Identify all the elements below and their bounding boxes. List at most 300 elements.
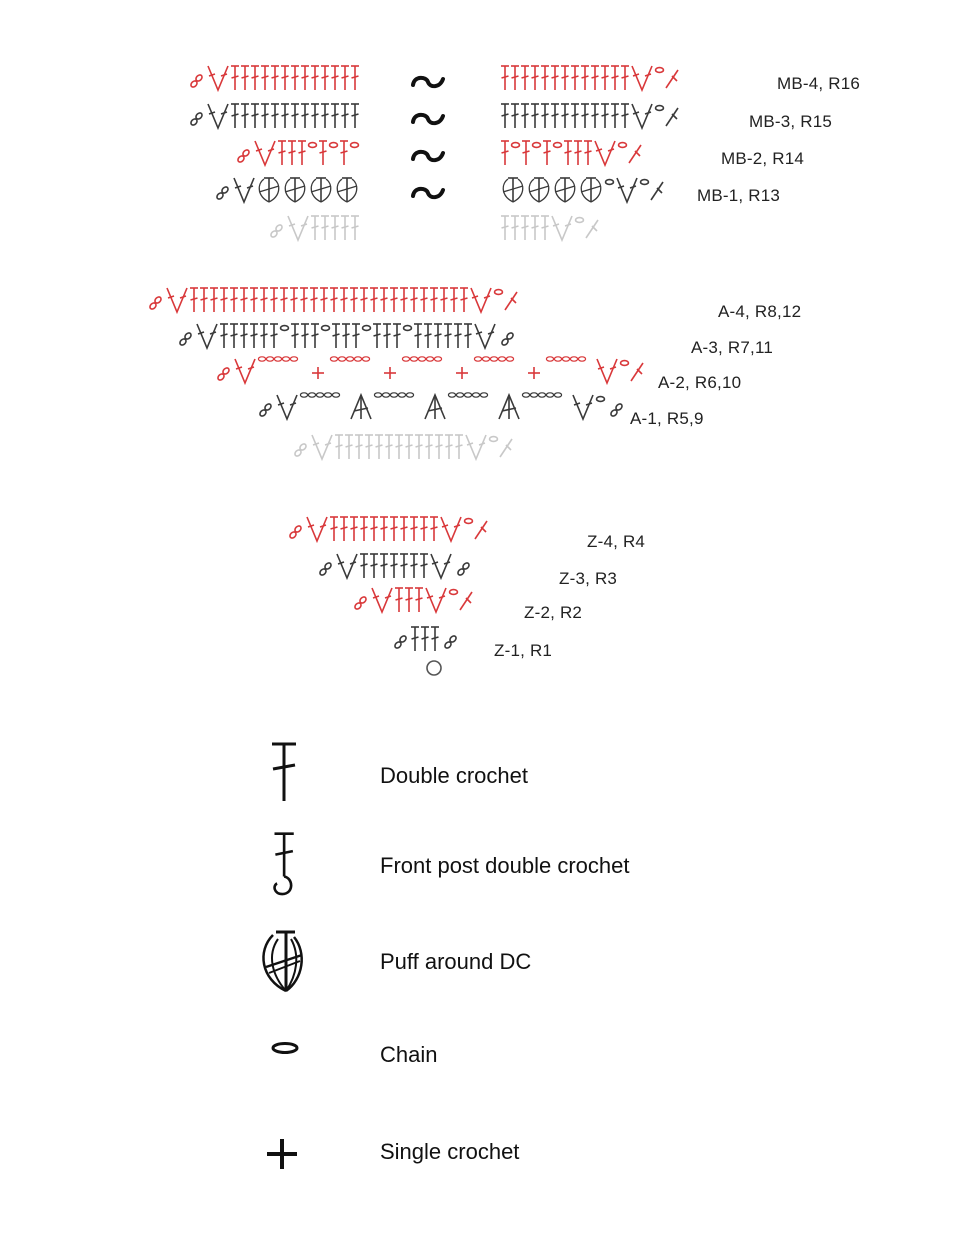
- double-crochet-stitch: [331, 104, 339, 128]
- double-crochet-stitch: [414, 324, 422, 348]
- double-crochet-stitch: [400, 517, 408, 541]
- row-label-z3: Z-3, R3: [559, 569, 618, 588]
- double-crochet-stitch: [420, 554, 428, 578]
- slip-knot-stitch: [501, 332, 514, 346]
- double-crochet-stitch: [405, 435, 413, 459]
- double-crochet-stitch: [621, 66, 629, 90]
- double-crochet-stitch: [341, 216, 349, 240]
- double-crochet-stitch: [331, 216, 339, 240]
- fpdc-icon: [413, 115, 443, 123]
- double-crochet-stitch: [220, 288, 228, 312]
- double-crochet-stitch: [290, 288, 298, 312]
- double-crochet-stitch: [531, 216, 539, 240]
- turning-chain-stitch: [500, 439, 512, 457]
- double-crochet-stitch: [591, 104, 599, 128]
- increase-stitch: [441, 517, 461, 541]
- double-crochet-stitch: [250, 324, 258, 348]
- puff-stitch-icon: [245, 927, 325, 997]
- increase-stitch: [208, 104, 228, 128]
- double-crochet-stitch: [351, 104, 359, 128]
- double-crochet-stitch: [231, 104, 239, 128]
- double-crochet-stitch: [341, 66, 349, 90]
- double-crochet-stitch: [301, 66, 309, 90]
- row-label-a1: A-1, R5,9: [630, 409, 704, 428]
- double-crochet-stitch: [321, 104, 329, 128]
- double-crochet-stitch: [241, 104, 249, 128]
- slip-knot-stitch: [319, 562, 332, 576]
- double-crochet-stitch: [410, 517, 418, 541]
- legend-item-front-post-double-crochet: [0, 831, 970, 901]
- double-crochet-stitch: [390, 554, 398, 578]
- double-crochet-stitch: [230, 288, 238, 312]
- double-crochet-stitch: [291, 104, 299, 128]
- magic-ring-icon: [427, 661, 441, 675]
- mb-row-right-1: [501, 66, 678, 90]
- single-crochet-stitch: [312, 367, 324, 379]
- double-crochet-stitch: [330, 288, 338, 312]
- double-crochet-stitch: [405, 588, 413, 612]
- chain-stitch: [490, 437, 498, 442]
- double-crochet-stitch: [291, 66, 299, 90]
- chain-five: [258, 357, 297, 361]
- double-crochet-stitch: [350, 288, 358, 312]
- double-crochet-stitch: [574, 141, 582, 165]
- increase-stitch: [337, 554, 357, 578]
- double-crochet-stitch: [240, 324, 248, 348]
- double-crochet-stitch: [351, 216, 359, 240]
- double-crochet-stitch: [281, 66, 289, 90]
- double-crochet-stitch: [311, 104, 319, 128]
- a-row-2: [179, 324, 514, 348]
- slip-knot-stitch: [354, 596, 367, 610]
- slip-knot-stitch: [179, 332, 192, 346]
- chain-five: [522, 393, 561, 397]
- increase-stitch: [617, 178, 637, 202]
- puff-stitch: [285, 178, 305, 202]
- double-crochet-stitch: [332, 324, 340, 348]
- double-crochet-stitch: [278, 141, 286, 165]
- chain-stitch: [363, 326, 371, 331]
- chain-stitch: [576, 218, 584, 223]
- double-crochet-stitch: [288, 141, 296, 165]
- chain-stitch: [322, 326, 330, 331]
- row-label-z2: Z-2, R2: [524, 603, 583, 622]
- double-crochet-stitch: [460, 288, 468, 312]
- fpdc-icon: [413, 78, 443, 86]
- double-crochet-stitch: [360, 288, 368, 312]
- double-crochet-stitch: [531, 104, 539, 128]
- double-crochet-stitch: [380, 288, 388, 312]
- double-crochet-stitch: [311, 66, 319, 90]
- double-crochet-stitch: [380, 517, 388, 541]
- double-crochet-stitch: [415, 588, 423, 612]
- turning-chain-stitch: [666, 70, 678, 88]
- turning-chain-stitch: [475, 521, 487, 539]
- turning-chain-stitch: [631, 363, 643, 381]
- double-crochet-stitch: [601, 66, 609, 90]
- double-crochet-stitch: [383, 324, 391, 348]
- chain-five: [300, 393, 339, 397]
- double-crochet-stitch: [541, 104, 549, 128]
- mb-row-left-3: [237, 141, 359, 165]
- a-row-1: [149, 288, 517, 312]
- chain-five: [330, 357, 369, 361]
- a-row-3: [217, 357, 643, 383]
- double-crochet-stitch: [424, 324, 432, 348]
- double-crochet-stitch: [430, 288, 438, 312]
- chain-five: [546, 357, 585, 361]
- double-crochet-stitch: [311, 324, 319, 348]
- chain-five: [448, 393, 487, 397]
- chain-stitch: [465, 519, 473, 524]
- double-crochet-stitch: [370, 554, 378, 578]
- double-crochet-stitch: [393, 324, 401, 348]
- legend-label-puff-around-dc: Puff around DC: [380, 949, 532, 974]
- legend-label-double-crochet: Double crochet: [380, 763, 528, 788]
- double-crochet-stitch: [240, 288, 248, 312]
- double-crochet-stitch: [280, 288, 288, 312]
- slip-knot-stitch: [289, 525, 302, 539]
- puff-stitch: [311, 178, 331, 202]
- mb-row-left-2: [190, 104, 359, 128]
- mb-row-left-1: [190, 66, 359, 90]
- double-crochet-stitch: [355, 435, 363, 459]
- mb-row-right-3: [501, 141, 641, 165]
- increase-stitch: [573, 395, 593, 419]
- double-crochet-stitch: [230, 324, 238, 348]
- increase-stitch: [426, 588, 446, 612]
- increase-stitch: [632, 104, 652, 128]
- increase-stitch: [466, 435, 486, 459]
- double-crochet-stitch: [415, 435, 423, 459]
- chain-stitch: [281, 326, 289, 331]
- increase-stitch: [471, 288, 491, 312]
- double-crochet-stitch: [351, 66, 359, 90]
- increase-stitch: [197, 324, 217, 348]
- chain-stitch: [351, 143, 359, 148]
- double-crochet-stitch: [395, 588, 403, 612]
- legend-label-front-post-double-crochet: Front post double crochet: [380, 853, 630, 878]
- double-crochet-stitch: [220, 324, 228, 348]
- double-crochet-stitch: [321, 66, 329, 90]
- double-crochet-stitch: [400, 554, 408, 578]
- front-post-double-crochet-icon: [245, 831, 325, 901]
- double-crochet-stitch: [352, 324, 360, 348]
- double-crochet-stitch: [270, 288, 278, 312]
- chain-five: [374, 393, 413, 397]
- double-crochet-stitch: [531, 66, 539, 90]
- chain-stitch: [404, 326, 412, 331]
- chain-stitch: [450, 590, 458, 595]
- chain-stitch: [330, 143, 338, 148]
- double-crochet-stitch: [543, 141, 551, 165]
- turning-chain-stitch: [666, 108, 678, 126]
- double-crochet-stitch: [231, 66, 239, 90]
- double-crochet-stitch: [395, 435, 403, 459]
- chain-stitch: [656, 106, 664, 111]
- puff-stitch: [529, 178, 549, 202]
- double-crochet-stitch: [301, 104, 309, 128]
- double-crochet-stitch: [611, 104, 619, 128]
- double-crochet-stitch: [200, 288, 208, 312]
- fpdc-column: [413, 78, 443, 197]
- double-crochet-stitch: [444, 324, 452, 348]
- double-crochet-stitch: [521, 104, 529, 128]
- double-crochet-stitch: [260, 324, 268, 348]
- double-crochet-stitch: [298, 141, 306, 165]
- row-label-a3: A-3, R7,11: [691, 338, 774, 357]
- mb-row-right-2: [501, 104, 678, 128]
- double-crochet-stitch: [561, 66, 569, 90]
- puff-stitch: [259, 178, 279, 202]
- turning-chain-stitch: [460, 592, 472, 610]
- puff-stitch: [581, 178, 601, 202]
- slip-knot-stitch: [190, 112, 203, 126]
- double-crochet-stitch: [375, 435, 383, 459]
- puff-stitch: [337, 178, 357, 202]
- double-crochet-stitch: [581, 104, 589, 128]
- double-crochet-stitch: [425, 435, 433, 459]
- single-crochet-icon: [245, 1117, 325, 1187]
- double-crochet-stitch: [380, 554, 388, 578]
- double-crochet-stitch: [501, 216, 509, 240]
- double-crochet-stitch: [342, 324, 350, 348]
- double-crochet-stitch: [584, 141, 592, 165]
- puff-stitch: [555, 178, 575, 202]
- double-crochet-stitch: [271, 66, 279, 90]
- chain-stitch: [512, 143, 520, 148]
- double-crochet-stitch: [281, 104, 289, 128]
- double-crochet-stitch: [434, 324, 442, 348]
- chain-stitch: [533, 143, 541, 148]
- double-crochet-stitch: [390, 288, 398, 312]
- double-crochet-stitch: [521, 216, 529, 240]
- double-crochet-stitch: [311, 216, 319, 240]
- double-crochet-stitch: [601, 104, 609, 128]
- double-crochet-stitch: [321, 216, 329, 240]
- chain-stitch: [597, 397, 605, 402]
- double-crochet-stitch: [464, 324, 472, 348]
- slip-knot-stitch: [259, 403, 272, 417]
- double-crochet-stitch: [501, 141, 509, 165]
- slip-knot-stitch: [294, 443, 307, 457]
- increase-stitch: [372, 588, 392, 612]
- row-label-a4: A-4, R8,12: [718, 302, 802, 321]
- double-crochet-stitch: [511, 66, 519, 90]
- single-crochet-stitch: [384, 367, 396, 379]
- decrease-stitch: [351, 395, 371, 419]
- double-crochet-stitch: [420, 288, 428, 312]
- double-crochet-stitch: [300, 288, 308, 312]
- double-crochet-stitch: [400, 288, 408, 312]
- chain-stitch: [554, 143, 562, 148]
- double-crochet-stitch: [350, 517, 358, 541]
- chain-icon: [245, 1020, 325, 1090]
- double-crochet-stitch: [210, 288, 218, 312]
- increase-stitch: [255, 141, 275, 165]
- double-crochet-stitch: [341, 104, 349, 128]
- double-crochet-stitch: [360, 517, 368, 541]
- mb-row-right-4: [503, 178, 663, 202]
- double-crochet-stitch: [611, 66, 619, 90]
- double-crochet-stitch: [440, 288, 448, 312]
- decrease-stitch: [499, 395, 519, 419]
- row-label-z1: Z-1, R1: [494, 641, 553, 660]
- increase-stitch: [312, 435, 332, 459]
- slip-knot-stitch: [217, 367, 230, 381]
- double-crochet-stitch: [373, 324, 381, 348]
- double-crochet-stitch: [621, 104, 629, 128]
- double-crochet-stitch: [501, 66, 509, 90]
- double-crochet-stitch: [454, 324, 462, 348]
- increase-stitch: [234, 178, 254, 202]
- chain-five: [402, 357, 441, 361]
- double-crochet-stitch: [261, 104, 269, 128]
- turning-chain-stitch: [651, 182, 663, 200]
- double-crochet-stitch: [370, 517, 378, 541]
- double-crochet-stitch: [455, 435, 463, 459]
- double-crochet-stitch: [291, 324, 299, 348]
- z-row-3: [354, 588, 472, 612]
- double-crochet-stitch: [551, 66, 559, 90]
- double-crochet-stitch: [251, 66, 259, 90]
- increase-stitch: [277, 395, 297, 419]
- double-crochet-stitch: [260, 288, 268, 312]
- chain-stitch: [619, 143, 627, 148]
- legend-item-puff-around-dc: [0, 927, 970, 997]
- legend-item-single-crochet: [0, 1117, 970, 1187]
- increase-stitch: [595, 141, 615, 165]
- row-label-mb3: MB-3, R15: [749, 112, 833, 131]
- row-label-mb4: MB-4, R16: [777, 74, 861, 93]
- double-crochet-stitch: [571, 66, 579, 90]
- double-crochet-stitch: [430, 517, 438, 541]
- double-crochet-stitch: [445, 435, 453, 459]
- increase-stitch: [307, 517, 327, 541]
- double-crochet-stitch: [370, 288, 378, 312]
- fpdc-icon: [413, 189, 443, 197]
- double-crochet-stitch: [335, 435, 343, 459]
- increase-stitch: [597, 359, 617, 383]
- double-crochet-stitch: [320, 288, 328, 312]
- chain-stitch: [641, 180, 649, 185]
- chain-stitch: [606, 180, 614, 185]
- increase-stitch: [167, 288, 187, 312]
- double-crochet-stitch: [385, 435, 393, 459]
- double-crochet-stitch: [271, 104, 279, 128]
- a-row-4: [259, 393, 623, 419]
- double-crochet-stitch: [561, 104, 569, 128]
- turning-chain-stitch: [586, 220, 598, 238]
- increase-stitch: [235, 359, 255, 383]
- double-crochet-icon: [245, 741, 325, 811]
- increase-stitch: [208, 66, 228, 90]
- double-crochet-stitch: [431, 627, 439, 651]
- turning-chain-stitch: [505, 292, 517, 310]
- double-crochet-stitch: [301, 324, 309, 348]
- chain-stitch: [656, 68, 664, 73]
- single-crochet-stitch: [456, 367, 468, 379]
- double-crochet-stitch: [511, 104, 519, 128]
- increase-stitch: [632, 66, 652, 90]
- double-crochet-stitch: [340, 517, 348, 541]
- double-crochet-stitch: [365, 435, 373, 459]
- double-crochet-stitch: [501, 104, 509, 128]
- double-crochet-stitch: [340, 288, 348, 312]
- double-crochet-stitch: [250, 288, 258, 312]
- turning-chain-stitch: [629, 145, 641, 163]
- chain-stitch: [309, 143, 317, 148]
- chain-five: [474, 357, 513, 361]
- mb-row-right-5: [501, 216, 598, 240]
- double-crochet-stitch: [571, 104, 579, 128]
- slip-knot-stitch: [394, 635, 407, 649]
- double-crochet-stitch: [420, 517, 428, 541]
- double-crochet-stitch: [421, 627, 429, 651]
- double-crochet-stitch: [435, 435, 443, 459]
- legend-label-single-crochet: Single crochet: [380, 1139, 520, 1164]
- slip-knot-stitch: [237, 149, 250, 163]
- double-crochet-stitch: [591, 66, 599, 90]
- legend-label-chain: Chain: [380, 1042, 438, 1067]
- row-label-a2: A-2, R6,10: [658, 373, 742, 392]
- row-label-mb1: MB-1, R13: [697, 186, 781, 205]
- slip-knot-stitch: [190, 74, 203, 88]
- fpdc-icon: [413, 152, 443, 160]
- double-crochet-stitch: [581, 66, 589, 90]
- double-crochet-stitch: [450, 288, 458, 312]
- double-crochet-stitch: [319, 141, 327, 165]
- legend-item-chain: [0, 1020, 970, 1090]
- increase-stitch: [552, 216, 572, 240]
- double-crochet-stitch: [340, 141, 348, 165]
- double-crochet-stitch: [522, 141, 530, 165]
- decrease-stitch: [425, 395, 445, 419]
- slip-knot-stitch: [444, 635, 457, 649]
- row-label-z4: Z-4, R4: [587, 532, 646, 551]
- legend-item-double-crochet: [0, 741, 970, 811]
- chain-stitch: [621, 361, 629, 366]
- z-row-4: [394, 627, 457, 651]
- double-crochet-stitch: [564, 141, 572, 165]
- double-crochet-stitch: [310, 288, 318, 312]
- slip-knot-stitch: [270, 224, 283, 238]
- slip-knot-stitch: [149, 296, 162, 310]
- double-crochet-stitch: [270, 324, 278, 348]
- double-crochet-stitch: [511, 216, 519, 240]
- mb-row-left-5: [270, 216, 359, 240]
- z-row-1: [289, 517, 487, 541]
- double-crochet-stitch: [390, 517, 398, 541]
- double-crochet-stitch: [330, 517, 338, 541]
- mb-row-left-4: [216, 178, 357, 202]
- row-label-mb2: MB-2, R14: [721, 149, 805, 168]
- double-crochet-stitch: [360, 554, 368, 578]
- z-row-2: [319, 554, 470, 578]
- single-crochet-stitch: [528, 367, 540, 379]
- increase-stitch: [288, 216, 308, 240]
- double-crochet-stitch: [411, 627, 419, 651]
- double-crochet-stitch: [410, 288, 418, 312]
- slip-knot-stitch: [610, 403, 623, 417]
- double-crochet-stitch: [551, 104, 559, 128]
- a-row-5: [294, 435, 512, 459]
- double-crochet-stitch: [331, 66, 339, 90]
- double-crochet-stitch: [541, 216, 549, 240]
- double-crochet-stitch: [541, 66, 549, 90]
- double-crochet-stitch: [241, 66, 249, 90]
- double-crochet-stitch: [410, 554, 418, 578]
